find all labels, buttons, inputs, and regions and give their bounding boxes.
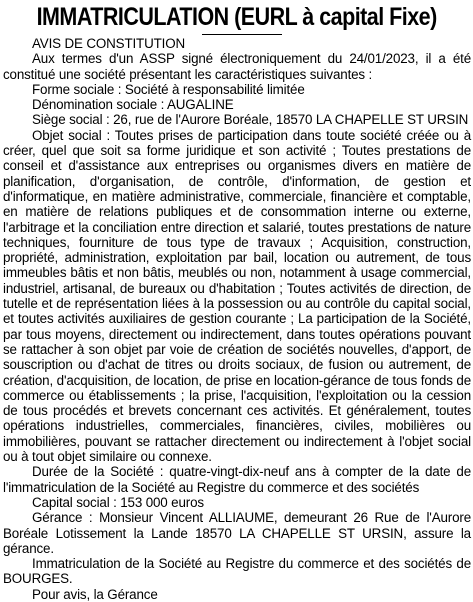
title-divider [202,34,282,35]
share-capital-line: Capital social : 153 000 euros [32,494,204,510]
duration-paragraph: Durée de la Société : quatre-vingt-dix-neuf ans à compter de la date de l'immatriculation de la Société au Registre du commerce et des sociétés [3,464,471,495]
registered-office-line: Siège social : 26, rue de l'Aurore Boréale, 18570 LA CHAPELLE ST URSIN [32,112,469,128]
registration-paragraph: Immatriculation de la Société au Registre du commerce et des sociétés de BOURGES. [3,556,471,587]
intro-paragraph: Aux termes d'un ASSP signé électroniquement du 24/01/2023, il a été constitué une société présentant les caractéristiques suivantes : [3,51,471,82]
notice-heading: AVIS DE CONSTITUTION [32,36,185,51]
notice-body [3,36,471,602]
legal-form-line: Forme sociale : Société à responsabilité limitée [32,81,305,97]
management-paragraph: Gérance : Monsieur Vincent ALLIAUME, demeurant 26 Rue de l'Aurore Boréale Lotissement la Lande 18570 LA CHAPELLE ST URSIN, assure la gérance. [3,510,471,556]
company-name-line: Dénomination sociale : AUGALINE [32,97,234,113]
signature-line: Pour avis, la Gérance [32,586,158,602]
corporate-purpose-paragraph: Objet social : Toutes prises de participation dans toute société créée ou à créer, quel que soit sa forme juridique et son activité ; Toutes prestations de conseil et d'assistance aux entreprises ou organismes divers en matière de planification, d'organisation, de contrôle, d'information, de gestion et d'informatique, en matière administrative, commerciale, financière et comptable, en matière de relations publiques et de consommation interne ou externe, l'arbitrage et la conciliation entre direction et salarié, toutes prestations de nature techniques, fourniture de tous type de travaux ; Acquisition, construction, propriété, administration, exploitation par bail, location ou autrement, de tous immeubles bâtis et non bâtis, meublés ou non, notamment à usage commercial, industriel, artisanal, de bureaux ou d'habitation ; Toutes activités de direction, de tutelle et de représentation liées à la possession ou au contrôle du capital social, et toutes activités auxiliaires de gestion courante ; La participation de la Société, par tous moyens, directement ou indirectement, dans toutes opérations pouvant se rattacher à son objet par voie de création de sociétés nouvelles, d'apport, de souscription ou d'achat de titres ou droits sociaux, de fusion ou autrement, de création, d'acquisition, de location, de prise en location-gérance de tous fonds de commerce ou établissements ; la prise, l'acquisition, l'exploitation ou la cession de tous procédés et brevets concernant ces activités. Et généralement, toutes opérations industrielles, commerciales, financières, civiles, mobilières ou immobilières, pouvant se rattacher directement ou indirectement à l'objet social ou à tout objet similaire ou connexe. [3,127,471,465]
title-block [3,0,471,36]
notice-title: IMMATRICULATION (EURL à capital Fixe) [36,3,438,31]
